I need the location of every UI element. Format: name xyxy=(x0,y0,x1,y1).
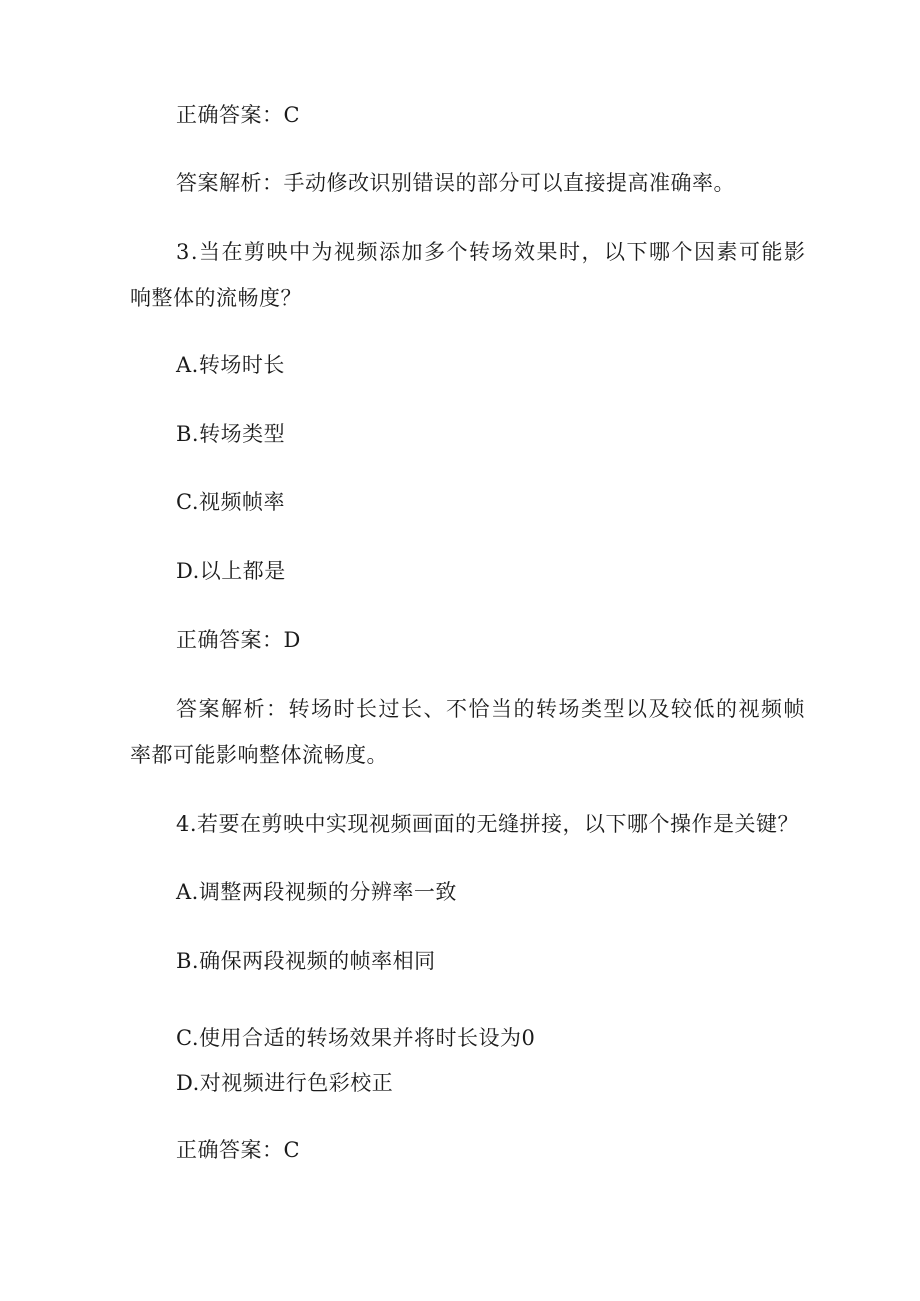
answer-q4: 正确答案：C xyxy=(176,1138,301,1162)
explanation-q3-line1: 答案解析：转场时长过长、不恰当的转场类型以及较低的视频帧 xyxy=(176,697,806,721)
q4-option-b: B.确保两段视频的帧率相同 xyxy=(176,949,436,973)
question-3-line1: 3.当在剪映中为视频添加多个转场效果时，以下哪个因素可能影 xyxy=(176,240,807,264)
q3-option-a: A.转场时长 xyxy=(176,353,285,377)
q4-option-c: C.使用合适的转场效果并将时长设为0 xyxy=(176,1026,536,1050)
question-3-line2: 响整体的流畅度？ xyxy=(130,286,302,310)
answer-q3: 正确答案：D xyxy=(176,628,301,652)
question-4: 4.若要在剪映中实现视频画面的无缝拼接，以下哪个操作是关键？ xyxy=(176,812,800,836)
q3-option-d: D.以上都是 xyxy=(176,559,286,583)
q3-option-c: C.视频帧率 xyxy=(176,490,285,514)
explanation-q2: 答案解析：手动修改识别错误的部分可以直接提高准确率。 xyxy=(176,171,735,195)
answer-q2: 正确答案：C xyxy=(176,103,301,127)
q4-option-a: A.调整两段视频的分辨率一致 xyxy=(176,880,457,904)
explanation-q3-line2: 率都可能影响整体流畅度。 xyxy=(130,743,388,767)
q3-option-b: B.转场类型 xyxy=(176,422,286,446)
q4-option-d: D.对视频进行色彩校正 xyxy=(176,1071,394,1095)
